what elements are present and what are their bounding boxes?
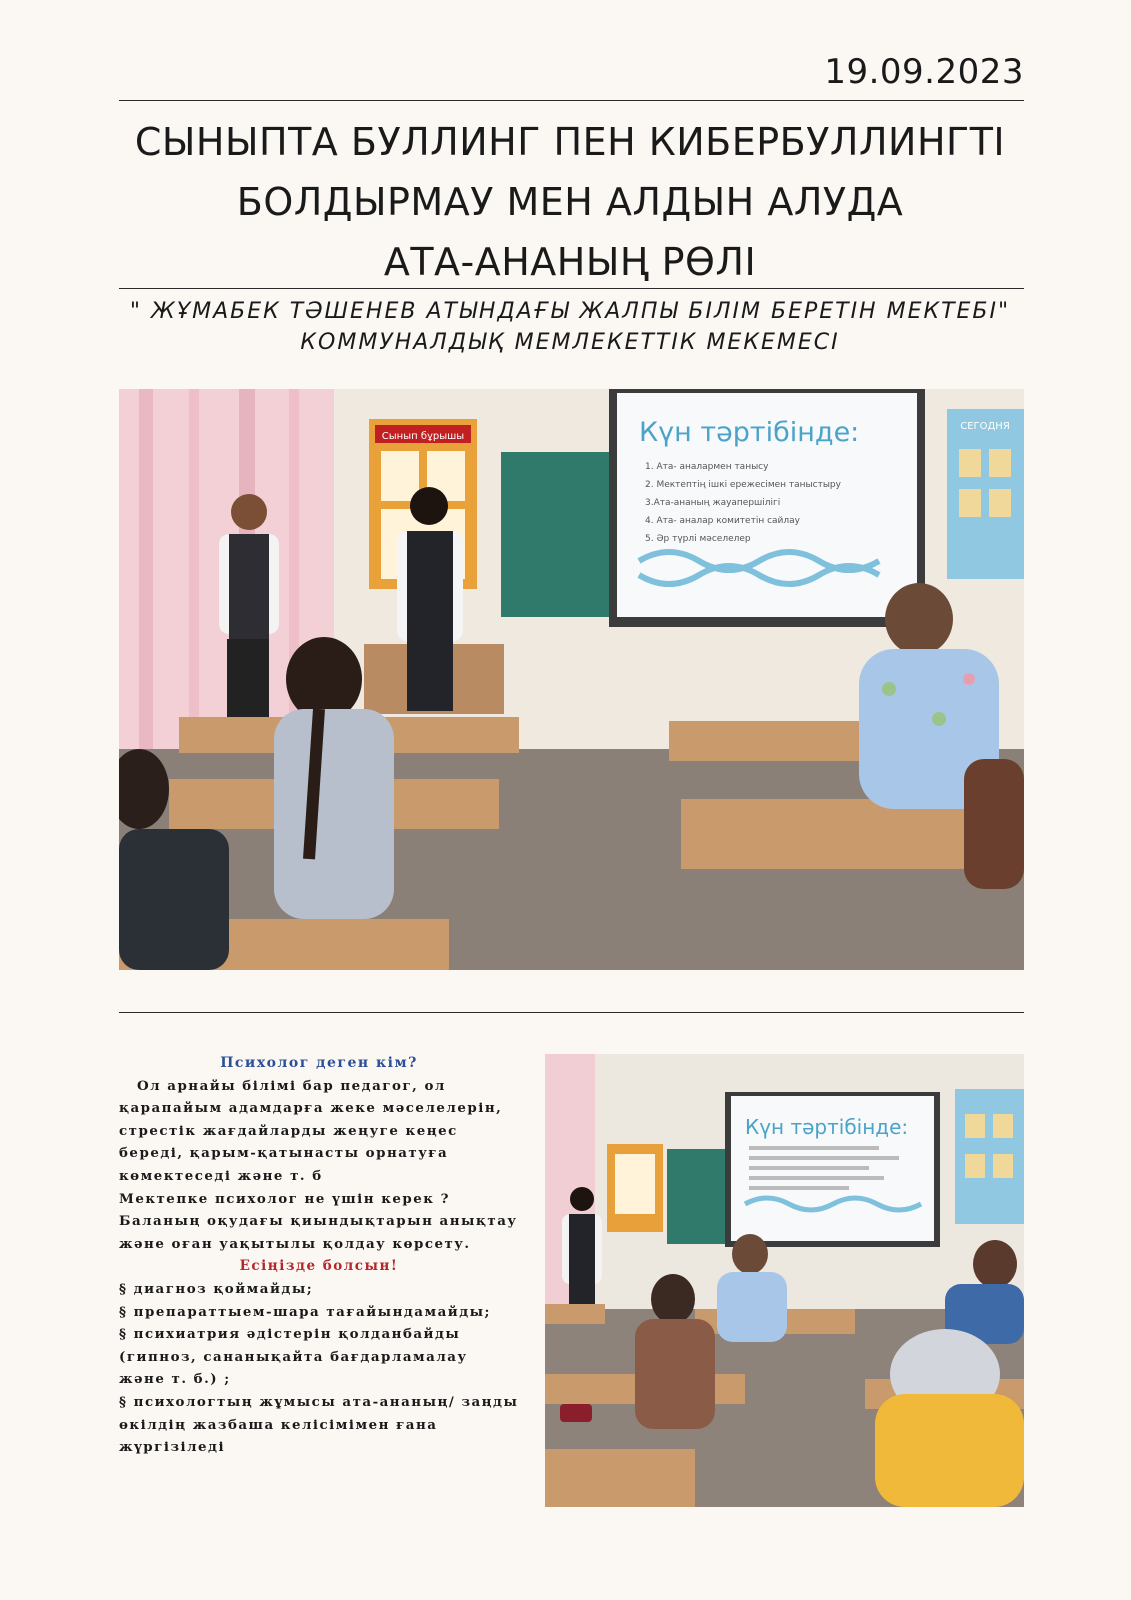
slide-item: 2. Мектептің ішкі ережесімен таныстыру bbox=[645, 480, 841, 490]
article-question: Мектепке психолог не үшін керек ? bbox=[119, 1190, 450, 1207]
wall-poster-right bbox=[947, 409, 1024, 579]
slide-item: 1. Ата- аналармен танысу bbox=[645, 462, 769, 472]
list-item: § психиатрия әдістерін қолданбайды (гипноз, сананықайта бағдарламалау және т. б.) ; bbox=[119, 1326, 468, 1388]
title-divider bbox=[119, 288, 1024, 289]
slide-title: Күн тәртібінде: bbox=[639, 417, 860, 448]
list-item: § психологтың жұмысы ата-ананың/ заңды өкілдің жазбаша келісімімен ғана жүргізіледі bbox=[119, 1393, 519, 1456]
slide-item: 3.Ата-ананың жауапершілігі bbox=[645, 498, 781, 508]
article-answer: Баланың оқудағы қиындықтарын анықтау және оған уақытылы қолдау көрсету. bbox=[119, 1213, 518, 1252]
article-paragraph: Ол арнайы білімі бар педагог, ол қарапайым адамдарға жеке мәселелерін, стрестік жағдайларды жеңуге кеңес береді, қарым-қатынасты орнатуға көмектеседі және т. б bbox=[119, 1077, 503, 1184]
title-line: БОЛДЫРМАУ МЕН АЛДЫН АЛУДА bbox=[236, 180, 904, 224]
poster-title: СЕГОДНЯ bbox=[960, 421, 1010, 432]
list-item: § препараттыем-шара тағайындамайды; bbox=[119, 1303, 492, 1320]
title-line: СЫНЫПТА БУЛЛИНГ ПЕН КИБЕРБУЛЛИНГТІ bbox=[134, 120, 1006, 164]
slide-title: Күн тәртібінде: bbox=[745, 1115, 909, 1139]
page-title bbox=[100, 112, 1040, 292]
chalkboard bbox=[501, 452, 609, 617]
organization-line: КОММУНАЛДЫҚ МЕМЛЕКЕТТІК МЕКЕМЕСІ bbox=[300, 330, 840, 355]
article-heading: Психолог деген кім? bbox=[220, 1055, 418, 1071]
title-line: АТА-АНАНЫҢ РӨЛІ bbox=[383, 240, 757, 284]
article-text bbox=[119, 1052, 519, 1459]
publication-date: 19.09.2023 bbox=[824, 52, 1024, 92]
organization-line: " ЖҰМАБЕК ТӘШЕНЕВ АТЫНДАҒЫ ЖАЛПЫ БІЛІМ БЕРЕТІН МЕКТЕБІ" bbox=[129, 299, 1011, 324]
top-divider bbox=[119, 100, 1024, 101]
slide-item: 4. Ата- аналар комитетін сайлау bbox=[645, 516, 800, 526]
list-item: § диагноз қоймайды; bbox=[119, 1280, 314, 1297]
second-photo bbox=[545, 1054, 1024, 1507]
middle-divider bbox=[119, 1012, 1024, 1013]
poster-title: Сынып бұрышы bbox=[381, 431, 465, 442]
chalkboard bbox=[667, 1149, 727, 1244]
remember-heading: Есіңізде болсын! bbox=[239, 1258, 399, 1275]
main-photo bbox=[119, 389, 1024, 970]
slide-item: 5. Әр түрлі мәселелер bbox=[645, 534, 751, 544]
organization-name bbox=[100, 296, 1040, 358]
